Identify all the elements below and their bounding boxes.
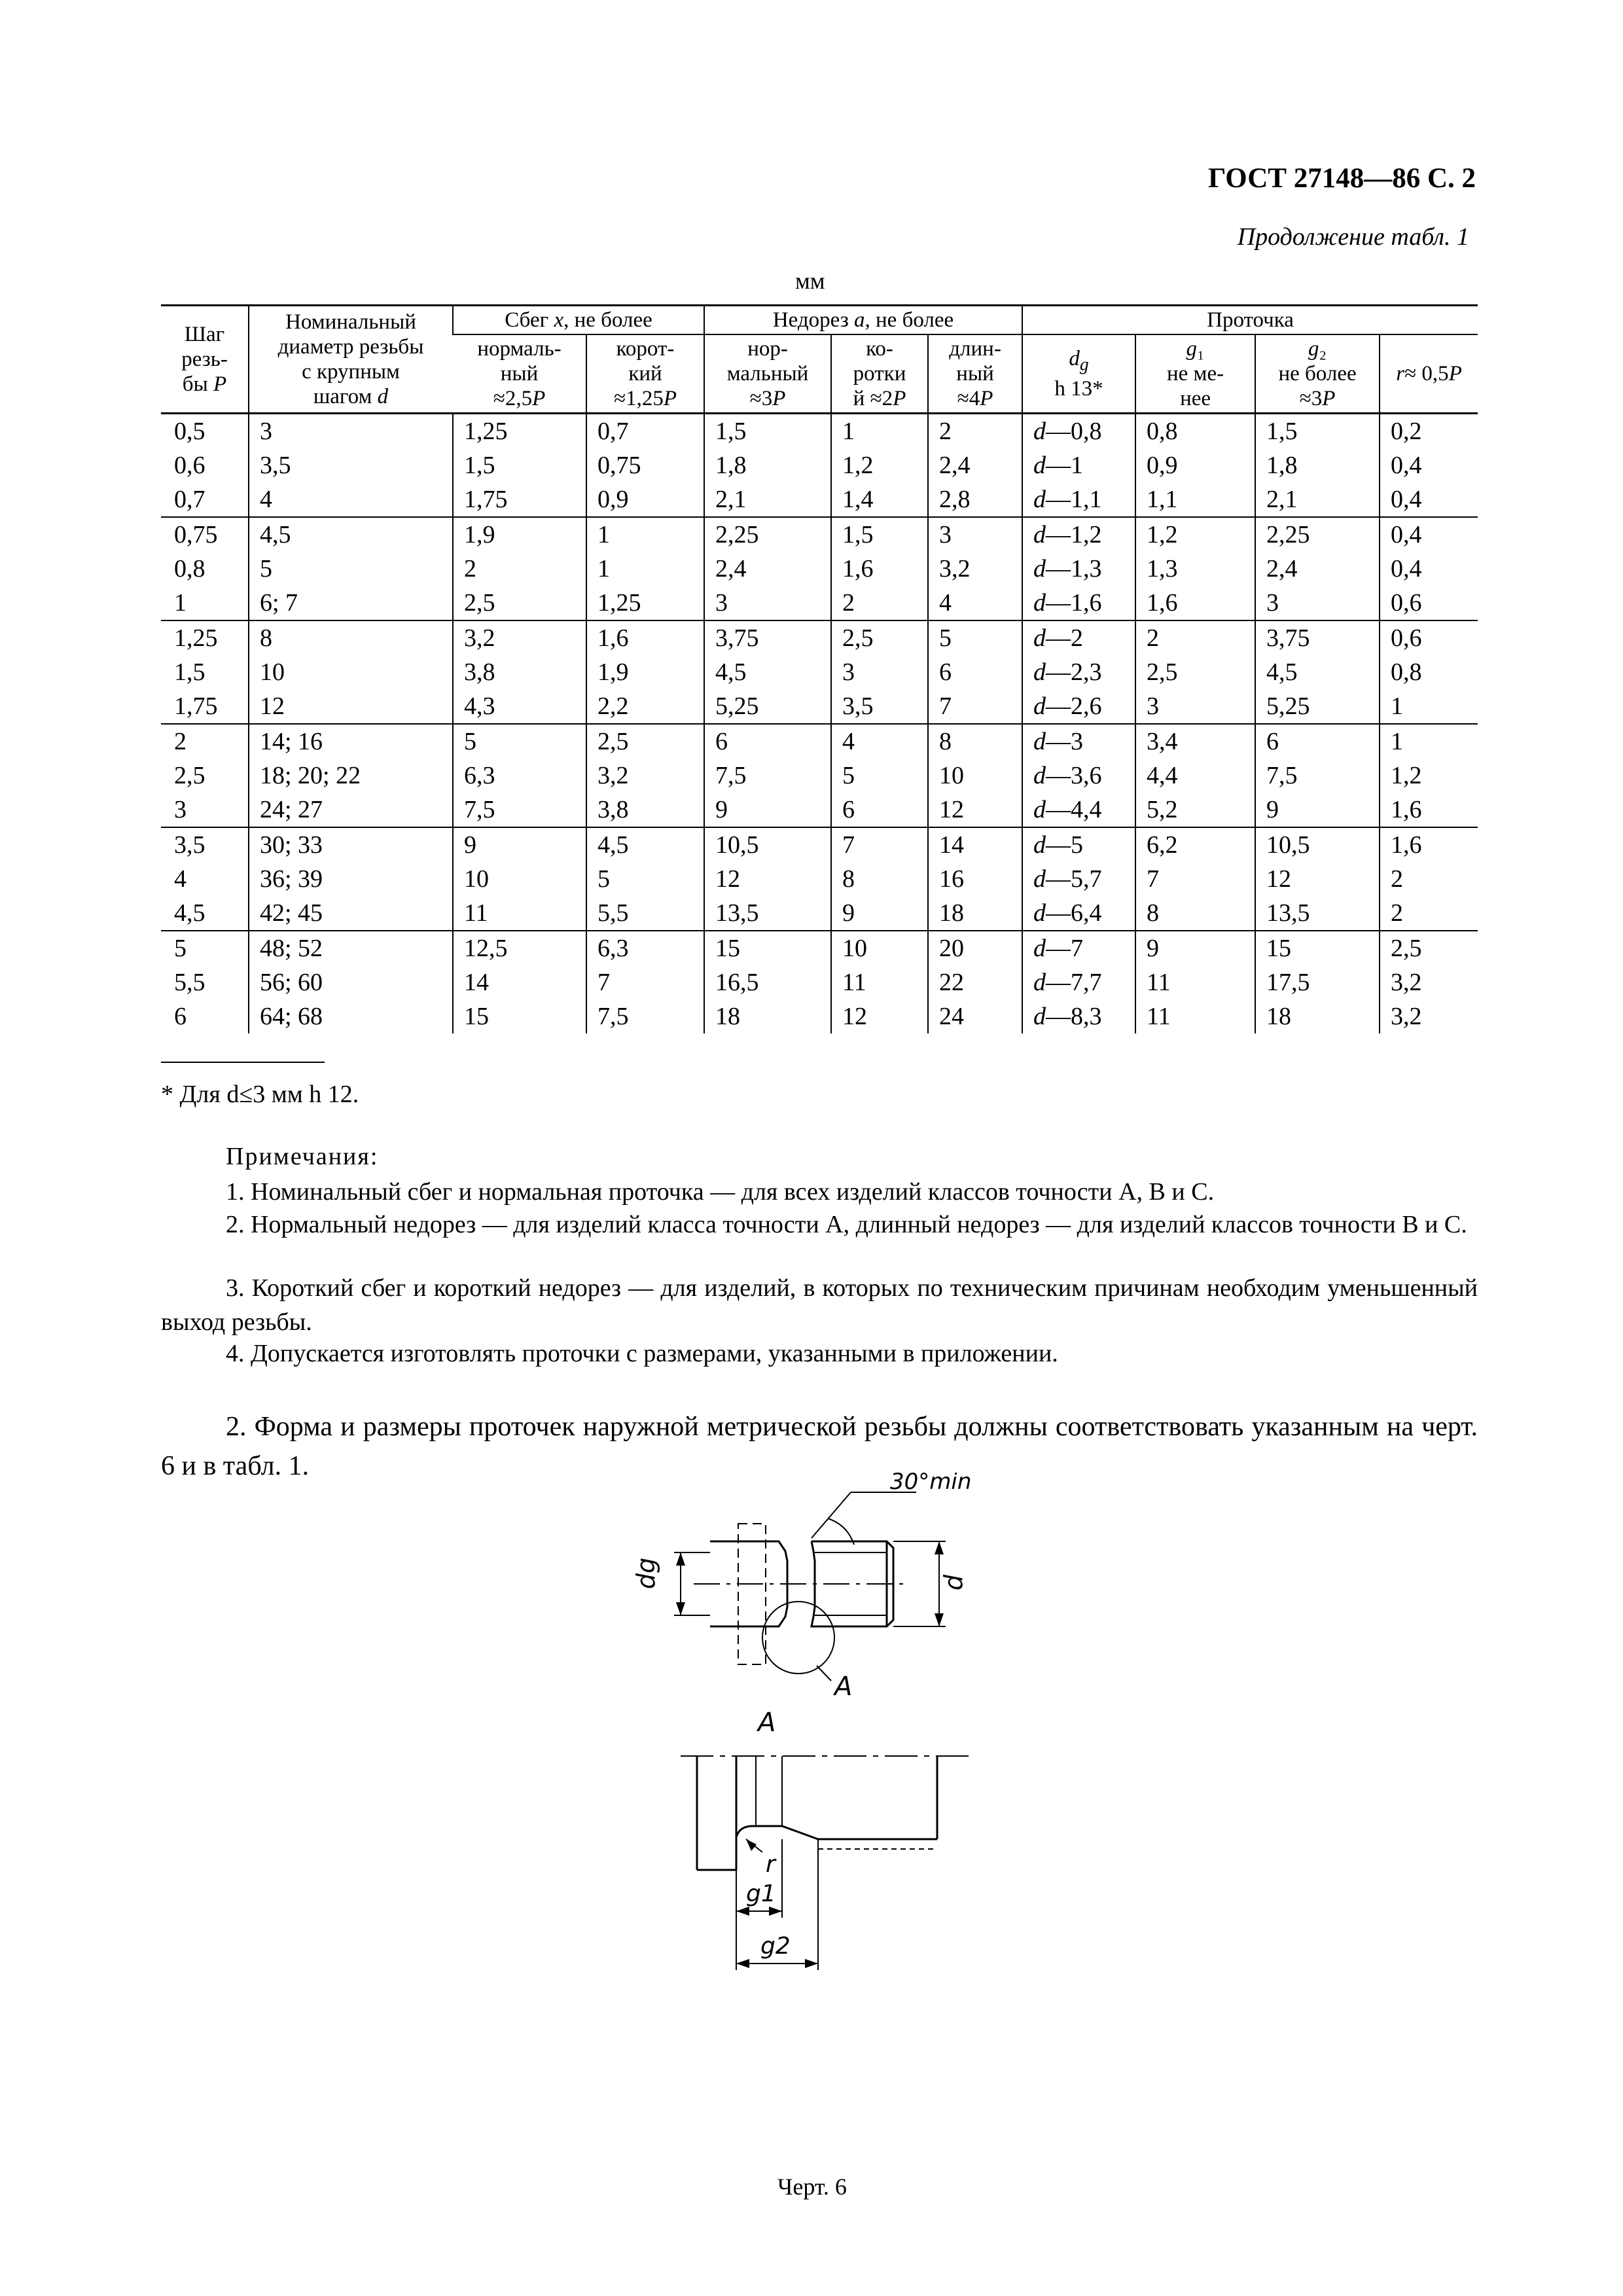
table-cell: 0,8	[174, 555, 205, 583]
header-undercut-group: Недорез a, не более	[704, 306, 1022, 335]
table-cell: 6	[928, 655, 1022, 689]
table-cell: 2,5	[453, 586, 586, 620]
table-cell: 6	[831, 793, 928, 827]
footnote-rule	[161, 1062, 325, 1063]
table-cell: 9	[453, 827, 586, 862]
table-cell: 1,2	[1380, 759, 1478, 793]
table-cell: 1	[174, 589, 187, 617]
table-cell: 5	[586, 862, 704, 896]
note-2: 2. Нормальный недорез — для изделий класса точности А, длинный недорез — для изделий классов точности В и С.	[226, 1211, 1467, 1238]
header-runout-normal: нормаль- ный ≈2,5P	[453, 334, 586, 414]
table-cell: 1	[831, 414, 928, 449]
table-cell: 11	[453, 896, 586, 931]
table-cell: 1	[1380, 689, 1478, 724]
table-cell: 1,5	[704, 414, 831, 449]
table-cell: 2,4	[928, 448, 1022, 482]
thread-runout-table	[161, 304, 1478, 1033]
table-cell: 2,4	[1255, 552, 1380, 586]
table-cell: 4	[831, 724, 928, 759]
table-cell: 1,2	[1135, 517, 1255, 552]
table-cell: 2,1	[704, 482, 831, 517]
table-cell: d—1,3	[1022, 552, 1135, 586]
drawing-6	[589, 1473, 1086, 2166]
table-cell: d—1	[1022, 448, 1135, 482]
table-cell: 42; 45	[249, 896, 453, 931]
table-cell: 1,6	[586, 620, 704, 655]
table-cell: 0,8	[1380, 655, 1478, 689]
detail-a-title: А	[758, 1708, 776, 1738]
table-cell: d—2	[1022, 620, 1135, 655]
header-runout-short: корот- кий ≈1,25P	[586, 334, 704, 414]
table-cell: 1,5	[831, 517, 928, 552]
header-r: r≈ 0,5P	[1380, 334, 1478, 414]
table-cell: 3	[928, 517, 1022, 552]
table-cell: 5,25	[704, 689, 831, 724]
table-cell: 7	[831, 827, 928, 862]
table-cell: 3	[1135, 689, 1255, 724]
table-cell: d—2,6	[1022, 689, 1135, 724]
table-cell: 4,4	[1135, 759, 1255, 793]
table-cell: 1,9	[453, 517, 586, 552]
table-cell: 4	[928, 586, 1022, 620]
table-cell: 3,75	[1255, 620, 1380, 655]
table-cell: 7	[928, 689, 1022, 724]
table-row	[161, 482, 1478, 517]
table-cell: 1,25	[586, 586, 704, 620]
table-cell: 3,75	[704, 620, 831, 655]
table-cell: d—0,8	[1022, 414, 1135, 449]
table-cell: 6	[704, 724, 831, 759]
table-cell: 9	[1255, 793, 1380, 827]
table-cell: 12	[704, 862, 831, 896]
table-cell: 1	[586, 552, 704, 586]
note-3: 3. Короткий сбег и короткий недорез — для изделий, в которых по техническим причинам необходим уменьшенный выход резьбы.	[161, 1274, 1478, 1336]
table-cell: 3,8	[586, 793, 704, 827]
table-cell: 6; 7	[249, 586, 453, 620]
table-cell: 11	[831, 965, 928, 999]
table-cell: 3,2	[1380, 999, 1478, 1033]
table-cell: 10,5	[1255, 827, 1380, 862]
table-cell: 8	[928, 724, 1022, 759]
table-cell: 3	[174, 796, 187, 823]
table-cell: 4,5	[174, 899, 205, 927]
table-row	[161, 827, 1478, 862]
table-cell: 18	[704, 999, 831, 1033]
table-cell: 5	[831, 759, 928, 793]
table-cell: 2,5	[1380, 931, 1478, 965]
table-cell: 1,2	[831, 448, 928, 482]
table-cell: 10	[831, 931, 928, 965]
table-cell: d—5,7	[1022, 862, 1135, 896]
table-cell: 1,25	[453, 414, 586, 449]
table-cell: 3,2	[1380, 965, 1478, 999]
table-cell: 4	[249, 482, 453, 517]
table-cell: 16,5	[704, 965, 831, 999]
table-cell: 2,5	[831, 620, 928, 655]
table-cell: 18; 20; 22	[249, 759, 453, 793]
table-cell: 8	[1135, 896, 1255, 931]
header-groove-group: Проточка	[1022, 306, 1478, 335]
note-4: 4. Допускается изготовлять проточки с размерами, указанными в приложении.	[226, 1340, 1058, 1367]
r-label: r	[766, 1851, 776, 1878]
table-cell: 0,5	[174, 418, 205, 445]
table-cell: 10	[453, 862, 586, 896]
table-cell: 15	[453, 999, 586, 1033]
table-cell: 18	[1255, 999, 1380, 1033]
table-cell: d—1,6	[1022, 586, 1135, 620]
table-cell: 24	[928, 999, 1022, 1033]
table-row	[161, 689, 1478, 724]
table-cell: 56; 60	[249, 965, 453, 999]
table-row	[161, 999, 1478, 1033]
header-undercut-normal: нор- мальный ≈3P	[704, 334, 831, 414]
table-cell: 0,6	[1380, 620, 1478, 655]
table-cell: 5	[249, 552, 453, 586]
table-cell: 3	[249, 414, 453, 449]
table-cell: 11	[1135, 999, 1255, 1033]
table-cell: 7	[1135, 862, 1255, 896]
header-dg: $d_g$ h 13*	[1022, 334, 1135, 414]
table-cell: 3,5	[161, 827, 249, 862]
table-cell: 5,5	[586, 896, 704, 931]
table-cell: 12	[831, 999, 928, 1033]
table-cell: 3,5	[831, 689, 928, 724]
table-cell: 3	[704, 586, 831, 620]
table-cell: 2,8	[928, 482, 1022, 517]
table-cell: 2	[1380, 896, 1478, 931]
table-cell: 24; 27	[249, 793, 453, 827]
angle-label: 30°min	[890, 1473, 972, 1495]
table-cell: 0,7	[586, 414, 704, 449]
table-cell: 6,3	[586, 931, 704, 965]
table-cell: 2	[453, 552, 586, 586]
table-cell: 0,75	[586, 448, 704, 482]
table-cell: 3,2	[586, 759, 704, 793]
table-cell: 22	[928, 965, 1022, 999]
table-cell: 6	[1255, 724, 1380, 759]
table-row	[161, 896, 1478, 931]
table-cell: 11	[1135, 965, 1255, 999]
table-cell: 15	[704, 931, 831, 965]
table-cell: 10	[249, 655, 453, 689]
table-cell: 6,2	[1135, 827, 1255, 862]
table-cell: 0,9	[1135, 448, 1255, 482]
table-cell: 1,6	[1380, 827, 1478, 862]
table-cell: 1,5	[453, 448, 586, 482]
table-cell: 1,25	[161, 620, 249, 655]
table-cell: 4,3	[453, 689, 586, 724]
table-cell: 6	[174, 1003, 187, 1030]
table-cell: 10,5	[704, 827, 831, 862]
table-cell: 1,75	[453, 482, 586, 517]
table-cell: 4	[174, 865, 187, 893]
table-cell: 1,8	[1255, 448, 1380, 482]
table-cell: 1,75	[174, 692, 218, 720]
table-cell: d—7,7	[1022, 965, 1135, 999]
table-cell: 17,5	[1255, 965, 1380, 999]
table-cell: 14	[928, 827, 1022, 862]
header-g1: g₁ не ме- нее	[1135, 334, 1255, 414]
note-1: 1. Номинальный сбег и нормальная проточка — для всех изделий классов точности А, В и С.	[226, 1178, 1215, 1206]
table-cell: 13,5	[704, 896, 831, 931]
table-cell: 5	[928, 620, 1022, 655]
table-cell: d—4,4	[1022, 793, 1135, 827]
table-cell: 7,5	[453, 793, 586, 827]
table-cell: d—6,4	[1022, 896, 1135, 931]
table-row	[161, 620, 1478, 655]
table-cell: 2,4	[704, 552, 831, 586]
table-cell: 12,5	[453, 931, 586, 965]
table-cell: 2	[1380, 862, 1478, 896]
table-cell: 18	[928, 896, 1022, 931]
table-cell: 12	[928, 793, 1022, 827]
table-cell: 2	[928, 414, 1022, 449]
table-cell: 3,2	[453, 620, 586, 655]
table-cell: 7,5	[1255, 759, 1380, 793]
table-cell: 5	[453, 724, 586, 759]
table-cell: 0,4	[1380, 552, 1478, 586]
paragraph-2: 2. Форма и размеры проточек наружной метрической резьбы должны соответствовать указанным на черт. 6 и в табл. 1.	[161, 1412, 1478, 1481]
table-cell: 2,5	[586, 724, 704, 759]
table-cell: 2,1	[1255, 482, 1380, 517]
table-cell: 14; 16	[249, 724, 453, 759]
table-cell: 1,6	[831, 552, 928, 586]
table-cell: 16	[928, 862, 1022, 896]
table-cell: 4,5	[249, 517, 453, 552]
drawing-caption: Черт. 6	[777, 2174, 847, 2200]
table-cell: 9	[704, 793, 831, 827]
table-cell: 30; 33	[249, 827, 453, 862]
table-cell: 12	[1255, 862, 1380, 896]
table-cell: 4,5	[586, 827, 704, 862]
table-row	[161, 448, 1478, 482]
table-cell: 0,9	[586, 482, 704, 517]
table-cell: 7,5	[586, 999, 704, 1033]
table-cell: 3,2	[928, 552, 1022, 586]
table-cell: 4,5	[704, 655, 831, 689]
table-cell: d—1,2	[1022, 517, 1135, 552]
table-cell: 8	[249, 620, 453, 655]
table-cell: 3,4	[1135, 724, 1255, 759]
table-cell: 14	[453, 965, 586, 999]
detail-a-view	[681, 1756, 969, 1970]
table-row	[161, 862, 1478, 896]
table-cell: 20	[928, 931, 1022, 965]
document-header: ГОСТ 27148—86 С. 2	[1207, 163, 1476, 194]
table-cell: 0,4	[1380, 448, 1478, 482]
table-cell: 64; 68	[249, 999, 453, 1033]
table-cell: 8	[831, 862, 928, 896]
table-cell: 1,4	[831, 482, 928, 517]
table-cell: 2,5	[174, 762, 205, 789]
table-cell: 0,75	[161, 517, 249, 552]
table-cell: 5,2	[1135, 793, 1255, 827]
table-cell: 2,2	[586, 689, 704, 724]
table-cell: 0,4	[1380, 517, 1478, 552]
table-cell: 1,9	[586, 655, 704, 689]
table-continuation-label: Продолжение табл. 1	[1237, 223, 1469, 251]
table-row	[161, 965, 1478, 999]
table-cell: 1,5	[1255, 414, 1380, 449]
table-cell: 7,5	[704, 759, 831, 793]
g1-label: g1	[746, 1880, 776, 1907]
table-cell: 4,5	[1255, 655, 1380, 689]
table-cell: 9	[831, 896, 928, 931]
table-cell: d—3	[1022, 724, 1135, 759]
table-cell: 36; 39	[249, 862, 453, 896]
table-row	[161, 552, 1478, 586]
table-row	[161, 517, 1478, 552]
table-cell: 10	[928, 759, 1022, 793]
table-cell: d—8,3	[1022, 999, 1135, 1033]
table-cell: 0,6	[1380, 586, 1478, 620]
table-cell: d—7	[1022, 931, 1135, 965]
table-body	[161, 414, 1478, 1034]
table-cell: 3	[831, 655, 928, 689]
table-row	[161, 414, 1478, 449]
table-cell: 13,5	[1255, 896, 1380, 931]
header-undercut-short: ко- ротки й ≈2P	[831, 334, 928, 414]
table-cell: 3,8	[453, 655, 586, 689]
table-cell: 2,25	[704, 517, 831, 552]
table-cell: 2	[161, 724, 249, 759]
table-cell: 1,6	[1135, 586, 1255, 620]
table-row	[161, 724, 1478, 759]
table-row	[161, 586, 1478, 620]
dg-label: dg	[632, 1557, 660, 1589]
g2-label: g2	[760, 1933, 791, 1960]
table-cell: 48; 52	[249, 931, 453, 965]
bolt-view	[674, 1492, 946, 1681]
table-row	[161, 759, 1478, 793]
header-pitch: Шаг резь- бы P	[161, 306, 249, 414]
table-cell: 1	[1380, 724, 1478, 759]
notes-title: Примечания:	[226, 1143, 379, 1170]
table-cell: 0,6	[174, 452, 205, 479]
table-cell: 0,7	[174, 486, 205, 513]
table-cell: 0,4	[1380, 482, 1478, 517]
table-cell: 5,5	[174, 969, 205, 996]
table-cell: 0,8	[1135, 414, 1255, 449]
table-cell: 3	[1255, 586, 1380, 620]
header-g2: g₂ не более ≈3P	[1255, 334, 1380, 414]
table-cell: 2,5	[1135, 655, 1255, 689]
table-row	[161, 655, 1478, 689]
table-unit: мм	[795, 268, 825, 294]
table-cell: 1,5	[174, 658, 205, 686]
table-cell: 1,6	[1380, 793, 1478, 827]
table-cell: d—2,3	[1022, 655, 1135, 689]
header-diameter: Номинальный диаметр резьбы с крупным шагом d	[249, 306, 453, 414]
table-cell: 5,25	[1255, 689, 1380, 724]
table-cell: 2	[831, 586, 928, 620]
table-cell: 1	[586, 517, 704, 552]
table-cell: d—3,6	[1022, 759, 1135, 793]
header-runout-group: Сбег x, не более	[453, 306, 704, 335]
table-cell: 6,3	[453, 759, 586, 793]
table-cell: 15	[1255, 931, 1380, 965]
table-cell: 12	[249, 689, 453, 724]
table-cell: d—5	[1022, 827, 1135, 862]
table-cell: 1,8	[704, 448, 831, 482]
table-cell: 2,25	[1255, 517, 1380, 552]
d-label: d	[939, 1574, 968, 1590]
table-row	[161, 793, 1478, 827]
table-cell: 5	[161, 931, 249, 965]
table-cell: 0,2	[1380, 414, 1478, 449]
footnote: * Для d≤3 мм h 12.	[161, 1081, 359, 1108]
table-row	[161, 931, 1478, 965]
table-cell: 1,3	[1135, 552, 1255, 586]
table-cell: d—1,1	[1022, 482, 1135, 517]
table-cell: 2	[1135, 620, 1255, 655]
table-cell: 7	[586, 965, 704, 999]
view-a-label: А	[834, 1672, 853, 1702]
table-cell: 1,1	[1135, 482, 1255, 517]
header-undercut-long: длин- ный ≈4P	[928, 334, 1022, 414]
table-cell: 3,5	[249, 448, 453, 482]
table-cell: 9	[1135, 931, 1255, 965]
